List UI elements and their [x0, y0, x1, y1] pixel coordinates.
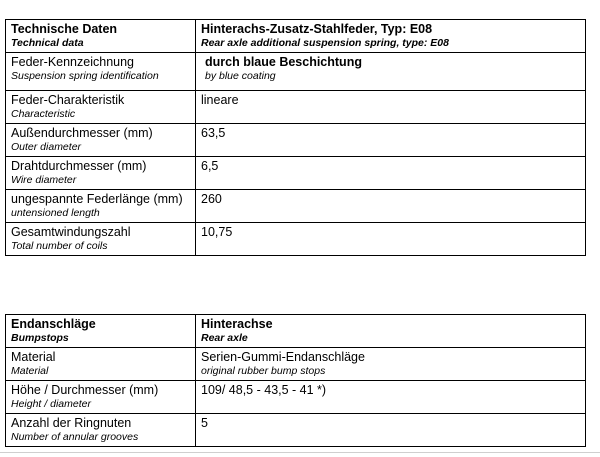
value-de: lineare [201, 93, 239, 107]
value-de: 109/ 48,5 - 43,5 - 41 *) [201, 383, 327, 397]
label-de: Feder-Charakteristik [11, 93, 125, 107]
row-value [196, 124, 586, 157]
row-value [196, 414, 586, 447]
header-cell-left [6, 315, 196, 348]
axle-title-en: Rear axle [201, 332, 248, 344]
value-de: 5 [201, 416, 208, 430]
spring-type-title-en: Rear axle additional suspension spring, type: E08 [201, 37, 449, 49]
bumpstops-table [5, 314, 586, 447]
value-de: 10,75 [201, 225, 233, 239]
label-de: Höhe / Durchmesser (mm) [11, 383, 159, 397]
label-de: Gesamtwindungszahl [11, 225, 131, 239]
label-de: Drahtdurchmesser (mm) [11, 159, 147, 173]
header-cell-right [196, 315, 586, 348]
table-row [6, 124, 586, 157]
value-de: 6,5 [201, 159, 219, 173]
row-value [196, 190, 586, 223]
row-label [6, 124, 196, 157]
table-row [6, 348, 586, 381]
label-en: Suspension spring identification [11, 70, 159, 82]
value-en: by blue coating [205, 70, 276, 82]
label-en: Height / diameter [11, 398, 91, 410]
row-value [196, 91, 586, 124]
row-value [196, 381, 586, 414]
table-row [6, 91, 586, 124]
technical-data-table [5, 19, 586, 256]
row-label [6, 53, 196, 91]
value-de: 260 [201, 192, 222, 206]
label-en: Characteristic [11, 108, 76, 120]
label-en: Number of annular grooves [11, 431, 139, 443]
label-en: Wire diameter [11, 174, 77, 186]
row-value [196, 348, 586, 381]
row-value [196, 157, 586, 190]
row-label [6, 190, 196, 223]
label-de: Feder-Kennzeichnung [11, 55, 134, 69]
header-cell-right [196, 20, 586, 53]
value-en: original rubber bump stops [201, 365, 326, 377]
table-row [6, 53, 586, 91]
bumpstops-title-en: Bumpstops [11, 332, 69, 344]
bumpstops-header-row [6, 315, 586, 348]
row-label [6, 381, 196, 414]
row-label [6, 414, 196, 447]
label-de: Anzahl der Ringnuten [11, 416, 132, 430]
row-label [6, 91, 196, 124]
row-label [6, 157, 196, 190]
spring-type-title: Hinterachs-Zusatz-Stahlfeder, Typ: E08 [201, 22, 433, 36]
label-de: Material [11, 350, 56, 364]
bottom-divider [0, 452, 600, 453]
value-de: Serien-Gummi-Endanschläge [201, 350, 365, 364]
value-de: 63,5 [201, 126, 226, 140]
label-en: Material [11, 365, 49, 377]
label-de: ungespannte Federlänge (mm) [11, 192, 183, 206]
technical-data-title: Technische Daten [11, 22, 118, 36]
label-en: Total number of coils [11, 240, 108, 252]
bumpstops-title: Endanschläge [11, 317, 96, 331]
table-row [6, 381, 586, 414]
value-de: durch blaue Beschichtung [205, 55, 362, 69]
row-label [6, 348, 196, 381]
label-en: Outer diameter [11, 141, 82, 153]
table-row [6, 414, 586, 447]
table-row [6, 190, 586, 223]
axle-title: Hinterachse [201, 317, 273, 331]
row-label [6, 223, 196, 256]
label-en: untensioned length [11, 207, 100, 219]
table-row [6, 157, 586, 190]
row-value [196, 53, 586, 91]
technical-data-title-en: Technical data [11, 37, 84, 49]
row-value [196, 223, 586, 256]
technical-data-header-row [6, 20, 586, 53]
label-de: Außendurchmesser (mm) [11, 126, 153, 140]
table-row [6, 223, 586, 256]
header-cell-left [6, 20, 196, 53]
